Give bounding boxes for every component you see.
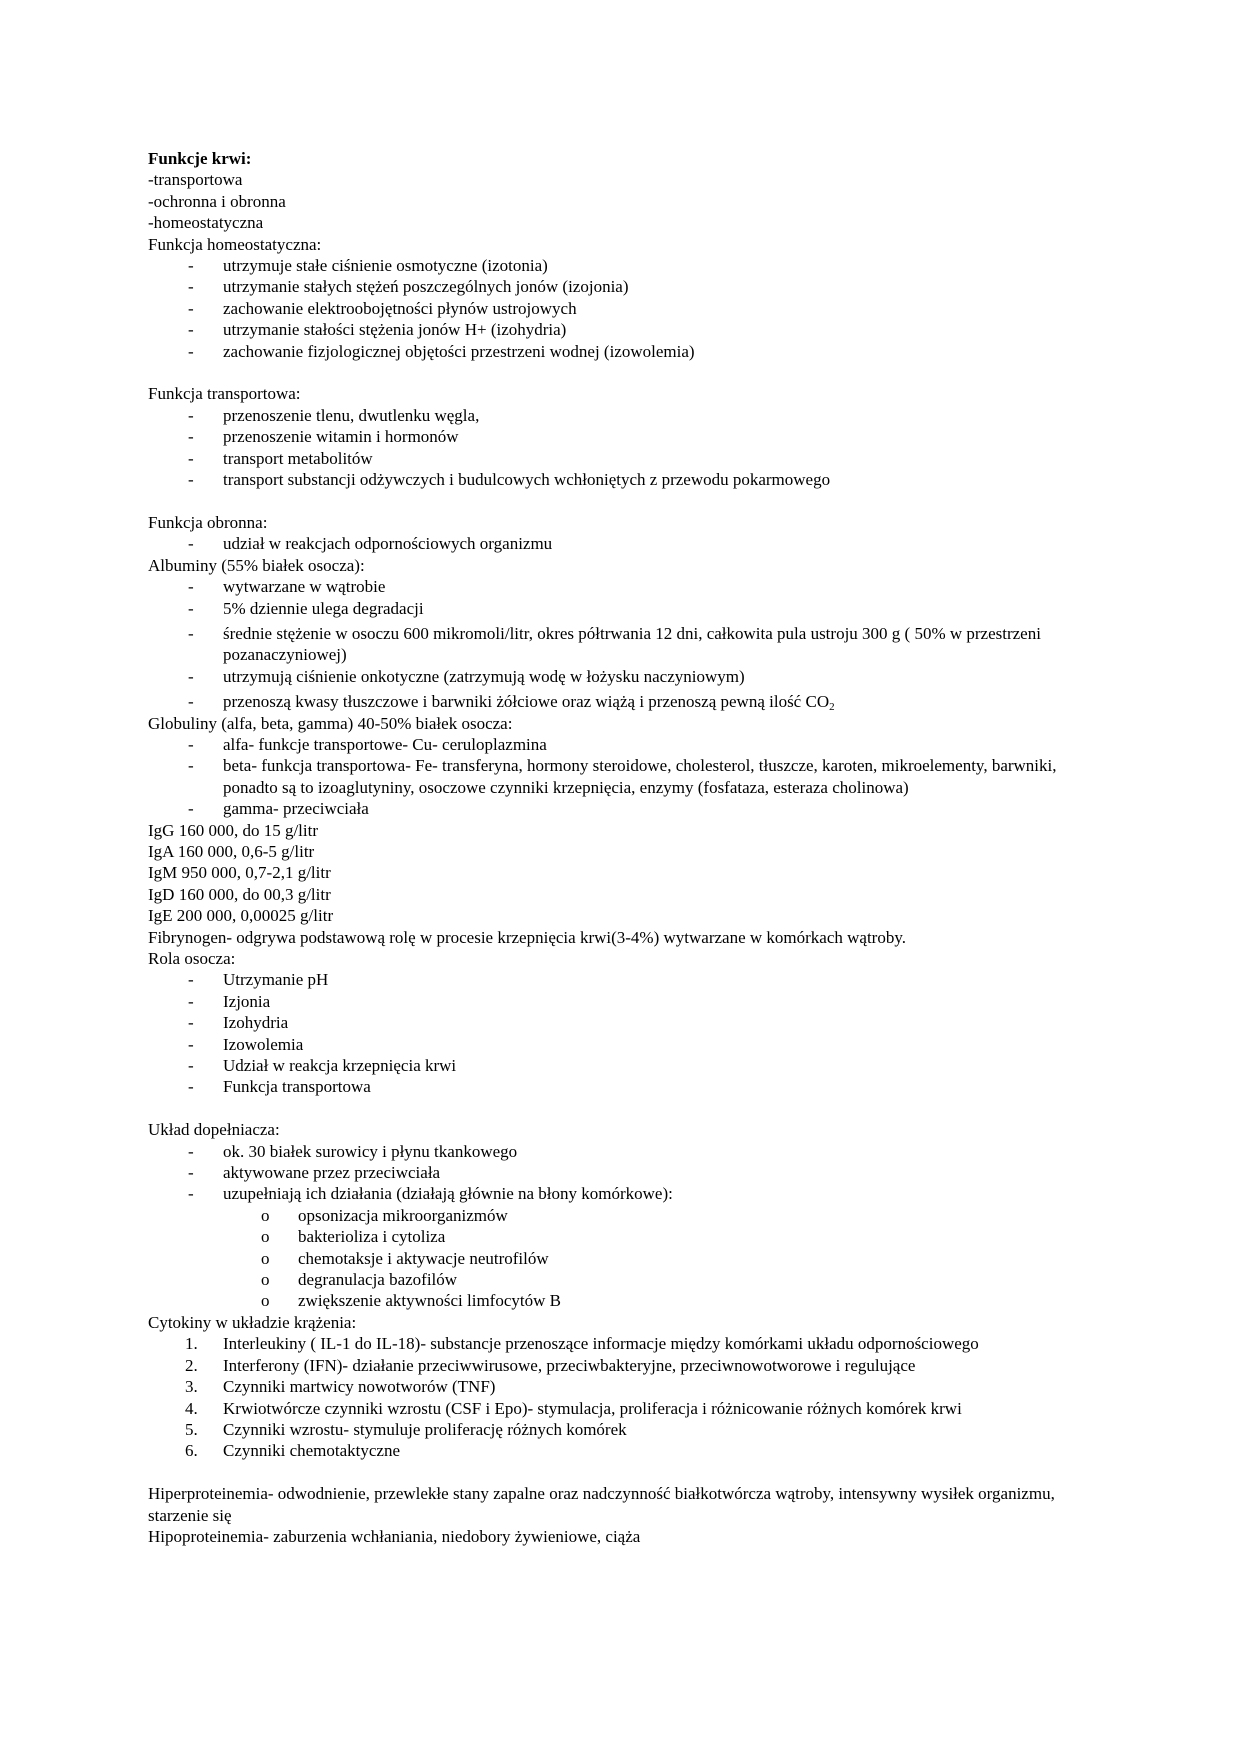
dash-bullet: - [188,1184,194,1204]
sub-list-item [148,1226,1088,1247]
list-item-text: gamma- przeciwciała [223,799,369,819]
ig-values: 160 000, 0,6-5 g/litr [173,841,315,861]
numbered-item-text: Czynniki wzrostu- stymuluje proliferację różnych komórek [223,1419,627,1439]
circle-bullet: o [261,1248,270,1268]
list-item-text: utrzymują ciśnienie onkotyczne (zatrzymują wodę w łożysku naczyniowym) [223,666,745,686]
list-item [148,1141,1088,1162]
list-item [148,576,1088,597]
ig-name: IgM [148,863,178,883]
ig-name: IgA [148,841,174,861]
sub-list-item-text: chemotaksje i aktywacje neutrofilów [298,1248,549,1268]
dash-bullet: - [188,1034,194,1054]
circle-bullet: o [261,1227,270,1247]
document-body [148,148,1088,1547]
list-item-text: utrzymanie stałości stężenia jonów H+ (izohydria) [223,320,567,340]
list-item [148,666,1088,687]
list-item-text: 5% dziennie ulega degradacji [223,598,424,618]
dash-bullet: - [188,1077,194,1097]
dash-bullet: - [188,470,194,490]
dash-bullet: - [188,991,194,1011]
list-item [148,255,1088,276]
list-item-text: transport metabolitów [223,448,373,468]
document-title: Funkcje krwi: [148,149,252,168]
list-item [148,1076,1088,1097]
immunoglobulin-line [148,862,1088,883]
list-item [148,734,1088,755]
dash-bullet: - [188,1056,194,1076]
item-number: 2. [185,1355,198,1375]
list-item [148,405,1088,426]
list-item-text: Izjonia [223,991,271,1011]
dash-bullet: - [188,756,194,776]
numbered-item-text: Krwiotwórcze czynniki wzrostu (CSF i Epo)- stymulacja, proliferacja i różnicowanie różnych komórek krwi [223,1398,962,1418]
sub-list-item-text: opsonizacja mikroorganizmów [298,1205,508,1225]
list-item [148,755,1088,798]
list-item-text: Utrzymanie pH [223,970,329,990]
item-number: 6. [185,1441,198,1461]
list-item [148,1162,1088,1183]
ig-name: IgE [148,906,173,926]
list-item-text: alfa- funkcje transportowe- Cu- ceruloplazmina [223,734,547,754]
immunoglobulin-line [148,841,1088,862]
ig-name: IgG [148,820,175,840]
list-item [148,341,1088,362]
dash-bullet: - [188,341,194,361]
subscript: 2 [829,701,835,714]
dash-bullet: - [188,1013,194,1033]
item-number: 5. [185,1419,198,1439]
dash-bullet: - [188,577,194,597]
sub-list-item-text: degranulacja bazofilów [298,1270,458,1290]
hyperproteinemia-line: Hiperproteinemia- odwodnienie, przewlekłe stany zapalne oraz nadczynność białkotwórcza wątroby, intensywny wysiłek organizmu, starzenie się [148,1484,1055,1525]
sub-list-item [148,1290,1088,1311]
list-item-text: Funkcja transportowa [223,1077,371,1097]
immunoglobulin-line [148,884,1088,905]
list-item [148,1183,1088,1204]
item-number: 4. [185,1398,198,1418]
list-item [148,991,1088,1012]
list-item-text: utrzymanie stałych stężeń poszczególnych jonów (izojonia) [223,277,629,297]
list-item [148,298,1088,319]
numbered-item-text: Interleukiny ( IL-1 do IL-18)- substancje przenoszące informacje między komórkami układu odpornościowego [223,1334,979,1354]
numbered-item [148,1355,1088,1376]
numbered-item [148,1419,1088,1440]
ig-name: IgD [148,884,175,904]
dash-bullet: - [188,1141,194,1161]
list-item-text: aktywowane przez przeciwciała [223,1163,441,1183]
sub-list-item-text: bakterioliza i cytoliza [298,1227,446,1247]
list-item-text: wytwarzane w wątrobie [223,577,386,597]
ig-values: 160 000, do 15 g/litr [174,820,319,840]
list-item [148,1055,1088,1076]
sub-list-item-text: zwiększenie aktywności limfocytów B [298,1291,561,1311]
ig-values: 200 000, 0,00025 g/litr [172,906,334,926]
numbered-item [148,1398,1088,1419]
sub-list-item [148,1205,1088,1226]
numbered-item [148,1376,1088,1397]
section-heading-homeostatic: Funkcja homeostatyczna: [148,234,322,254]
list-item-text: zachowanie fizjologicznej objętości przestrzeni wodnej (izowolemia) [223,341,695,361]
section-heading-albumins: Albuminy (55% białek osocza): [148,555,365,575]
dash-bullet: - [188,623,194,643]
ig-values: 950 000, 0,7-2,1 g/litr [177,863,331,883]
list-item [148,798,1088,819]
list-item [148,623,1088,666]
dash-bullet: - [188,1163,194,1183]
dash-bullet: - [188,734,194,754]
list-item-text: Izowolemia [223,1034,304,1054]
item-number: 1. [185,1334,198,1354]
list-item-text: przenoszenie witamin i hormonów [223,427,459,447]
blank-line [148,490,1088,511]
list-item [148,1012,1088,1033]
circle-bullet: o [261,1205,270,1225]
dash-bullet: - [188,598,194,618]
blank-line [148,1462,1088,1483]
list-item-text: beta- funkcja transportowa- Fe- transferyna, hormony steroidowe, cholesterol, tłuszcze, karoten, mikroelementy, barwniki, ponadto są to izoaglutyniny, osoczowe czynniki krzepnięcia, enzymy (fosfataza, esteraza cholinowa) [223,756,1057,797]
dash-bullet: - [188,799,194,819]
list-item [148,426,1088,447]
text-line: -transportowa [148,170,243,190]
dash-bullet: - [188,256,194,276]
list-item [148,448,1088,469]
blank-line [148,1098,1088,1119]
list-item-text: przenoszą kwasy tłuszczowe i barwniki żółciowe oraz wiążą i przenoszą pewną ilość CO [223,692,830,712]
immunoglobulin-line [148,820,1088,841]
dash-bullet: - [188,277,194,297]
list-item-text: Izohydria [223,1013,289,1033]
fibrinogen-line: Fibrynogen- odgrywa podstawową rolę w procesie krzepnięcia krwi(3-4%) wytwarzane w komórkach wątroby. [148,927,906,947]
text-line: -homeostatyczna [148,213,264,233]
numbered-item [148,1440,1088,1461]
list-item-text: średnie stężenie w osoczu 600 mikromoli/litr, okres półtrwania 12 dni, całkowita pula ustroju 300 g ( 50% w przestrzeni pozanaczyniowej) [223,623,1041,665]
dash-bullet: - [188,448,194,468]
ig-values: 160 000, do 00,3 g/litr [174,884,331,904]
list-item-text: utrzymuje stałe ciśnienie osmotyczne (izotonia) [223,256,548,276]
list-item-text: Udział w reakcja krzepnięcia krwi [223,1056,457,1076]
numbered-item-text: Czynniki martwicy nowotworów (TNF) [223,1377,496,1397]
sub-list-item [148,1248,1088,1269]
list-item [148,691,1088,712]
list-item-text: zachowanie elektroobojętności płynów ustrojowych [223,298,577,318]
text-line: -ochronna i obronna [148,191,286,211]
dash-bullet: - [188,534,194,554]
circle-bullet: o [261,1291,270,1311]
section-heading-plasma-role: Rola osocza: [148,949,236,968]
list-item [148,533,1088,554]
blank-line [148,362,1088,383]
dash-bullet: - [188,320,194,340]
circle-bullet: o [261,1270,270,1290]
hypoproteinemia-line: Hipoproteinemia- zaburzenia wchłaniania, niedobory żywieniowe, ciąża [148,1526,641,1546]
list-item [148,969,1088,990]
list-item [148,598,1088,619]
section-heading-transport: Funkcja transportowa: [148,384,301,404]
list-item-text: uzupełniają ich działania (działają głównie na błony komórkowe): [223,1184,673,1204]
dash-bullet: - [188,692,194,712]
section-heading-cytokines: Cytokiny w układzie krążenia: [148,1312,357,1332]
dash-bullet: - [188,298,194,318]
item-number: 3. [185,1377,198,1397]
numbered-item-text: Czynniki chemotaktyczne [223,1441,401,1461]
list-item-text: transport substancji odżywczych i budulcowych wchłoniętych z przewodu pokarmowego [223,470,831,490]
list-item-text: udział w reakcjach odpornościowych organizmu [223,534,553,554]
numbered-item-text: Interferony (IFN)- działanie przeciwwirusowe, przeciwbakteryjne, przeciwnowotworowe i regulujące [223,1355,916,1375]
list-item [148,469,1088,490]
numbered-item [148,1333,1088,1354]
section-heading-defense: Funkcja obronna: [148,512,268,532]
list-item [148,319,1088,340]
list-item [148,1034,1088,1055]
dash-bullet: - [188,970,194,990]
dash-bullet: - [188,666,194,686]
section-heading-complement: Układ dopełniacza: [148,1120,280,1140]
list-item-text: przenoszenie tlenu, dwutlenku węgla, [223,405,480,425]
dash-bullet: - [188,405,194,425]
dash-bullet: - [188,427,194,447]
list-item-text: ok. 30 białek surowicy i płynu tkankowego [223,1141,518,1161]
sub-list-item [148,1269,1088,1290]
section-heading-globulins: Globuliny (alfa, beta, gamma) 40-50% białek osocza: [148,713,513,733]
list-item [148,276,1088,297]
immunoglobulin-line [148,905,1088,926]
